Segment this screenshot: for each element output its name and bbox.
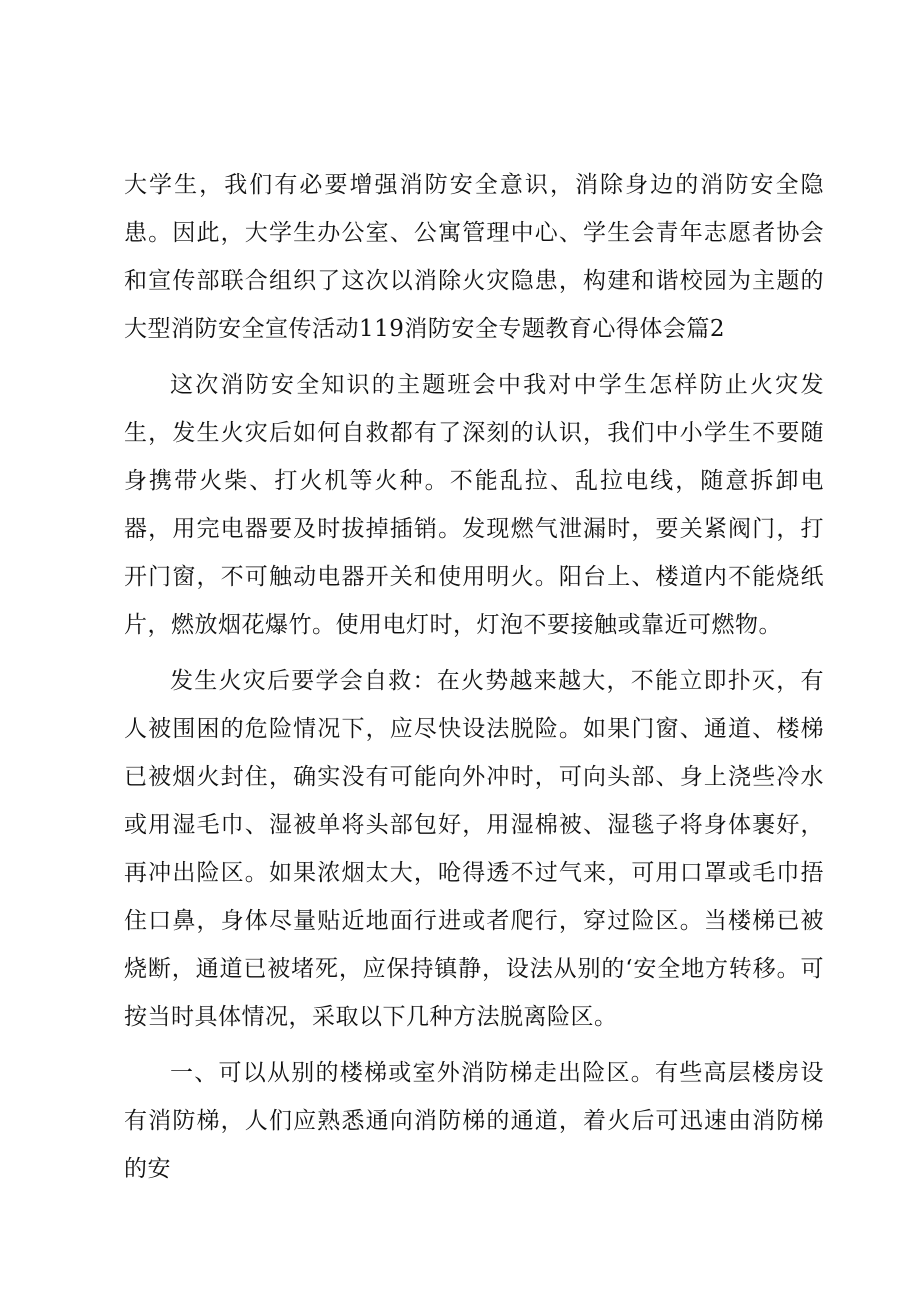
paragraph-2: 这次消防安全知识的主题班会中我对中学生怎样防止火灾发生，发生火灾后如何自救都有了深刻的认识，我们中小学生不要随身携带火柴、打火机等火种。不能乱拉、乱拉电线，随意拆卸电器，用完电器要及时拔掉插销。发现燃气泄漏时，要关紧阀门，打开门窗，不可触动电器开关和使用明火。阳台上、楼道内不能烧纸片，燃放烟花爆竹。使用电灯时，灯泡不要接触或靠近可燃物。	[124, 372, 824, 638]
paragraph-3: 发生火灾后要学会自救：在火势越来越大，不能立即扑灭，有人被围困的危险情况下，应尽快设法脱险。如果门窗、通道、楼梯已被烟火封住，确实没有可能向外冲时，可向头部、身上浇些冷水或用湿毛巾、湿被单将头部包好，用湿棉被、湿毯子将身体裹好，再冲出险区。如果浓烟太大，呛得透不过气来，可用口罩或毛巾捂住口鼻，身体尽量贴近地面行进或者爬行，穿过险区。当楼梯已被烧断，通道已被堵死，应保持镇静，设法从别的‘安全地方转移。可按当时具体情况，采取以下几种方法脱离险区。	[124, 668, 824, 1030]
paragraph-4: 一、可以从别的楼梯或室外消防梯走出险区。有些高层楼房设有消防梯，人们应熟悉通向消防梯的通道，着火后可迅速由消防梯的安	[124, 1060, 824, 1182]
paragraph-1: 大学生，我们有必要增强消防安全意识，消除身边的消防安全隐患。因此，大学生办公室、公寓管理中心、学生会青年志愿者协会和宣传部联合组织了这次以消除火灾隐患，构建和谐校园为主题的大型消防安全宣传活动119消防安全专题教育心得体会篇2	[124, 172, 824, 342]
body-text	[124, 161, 824, 1201]
